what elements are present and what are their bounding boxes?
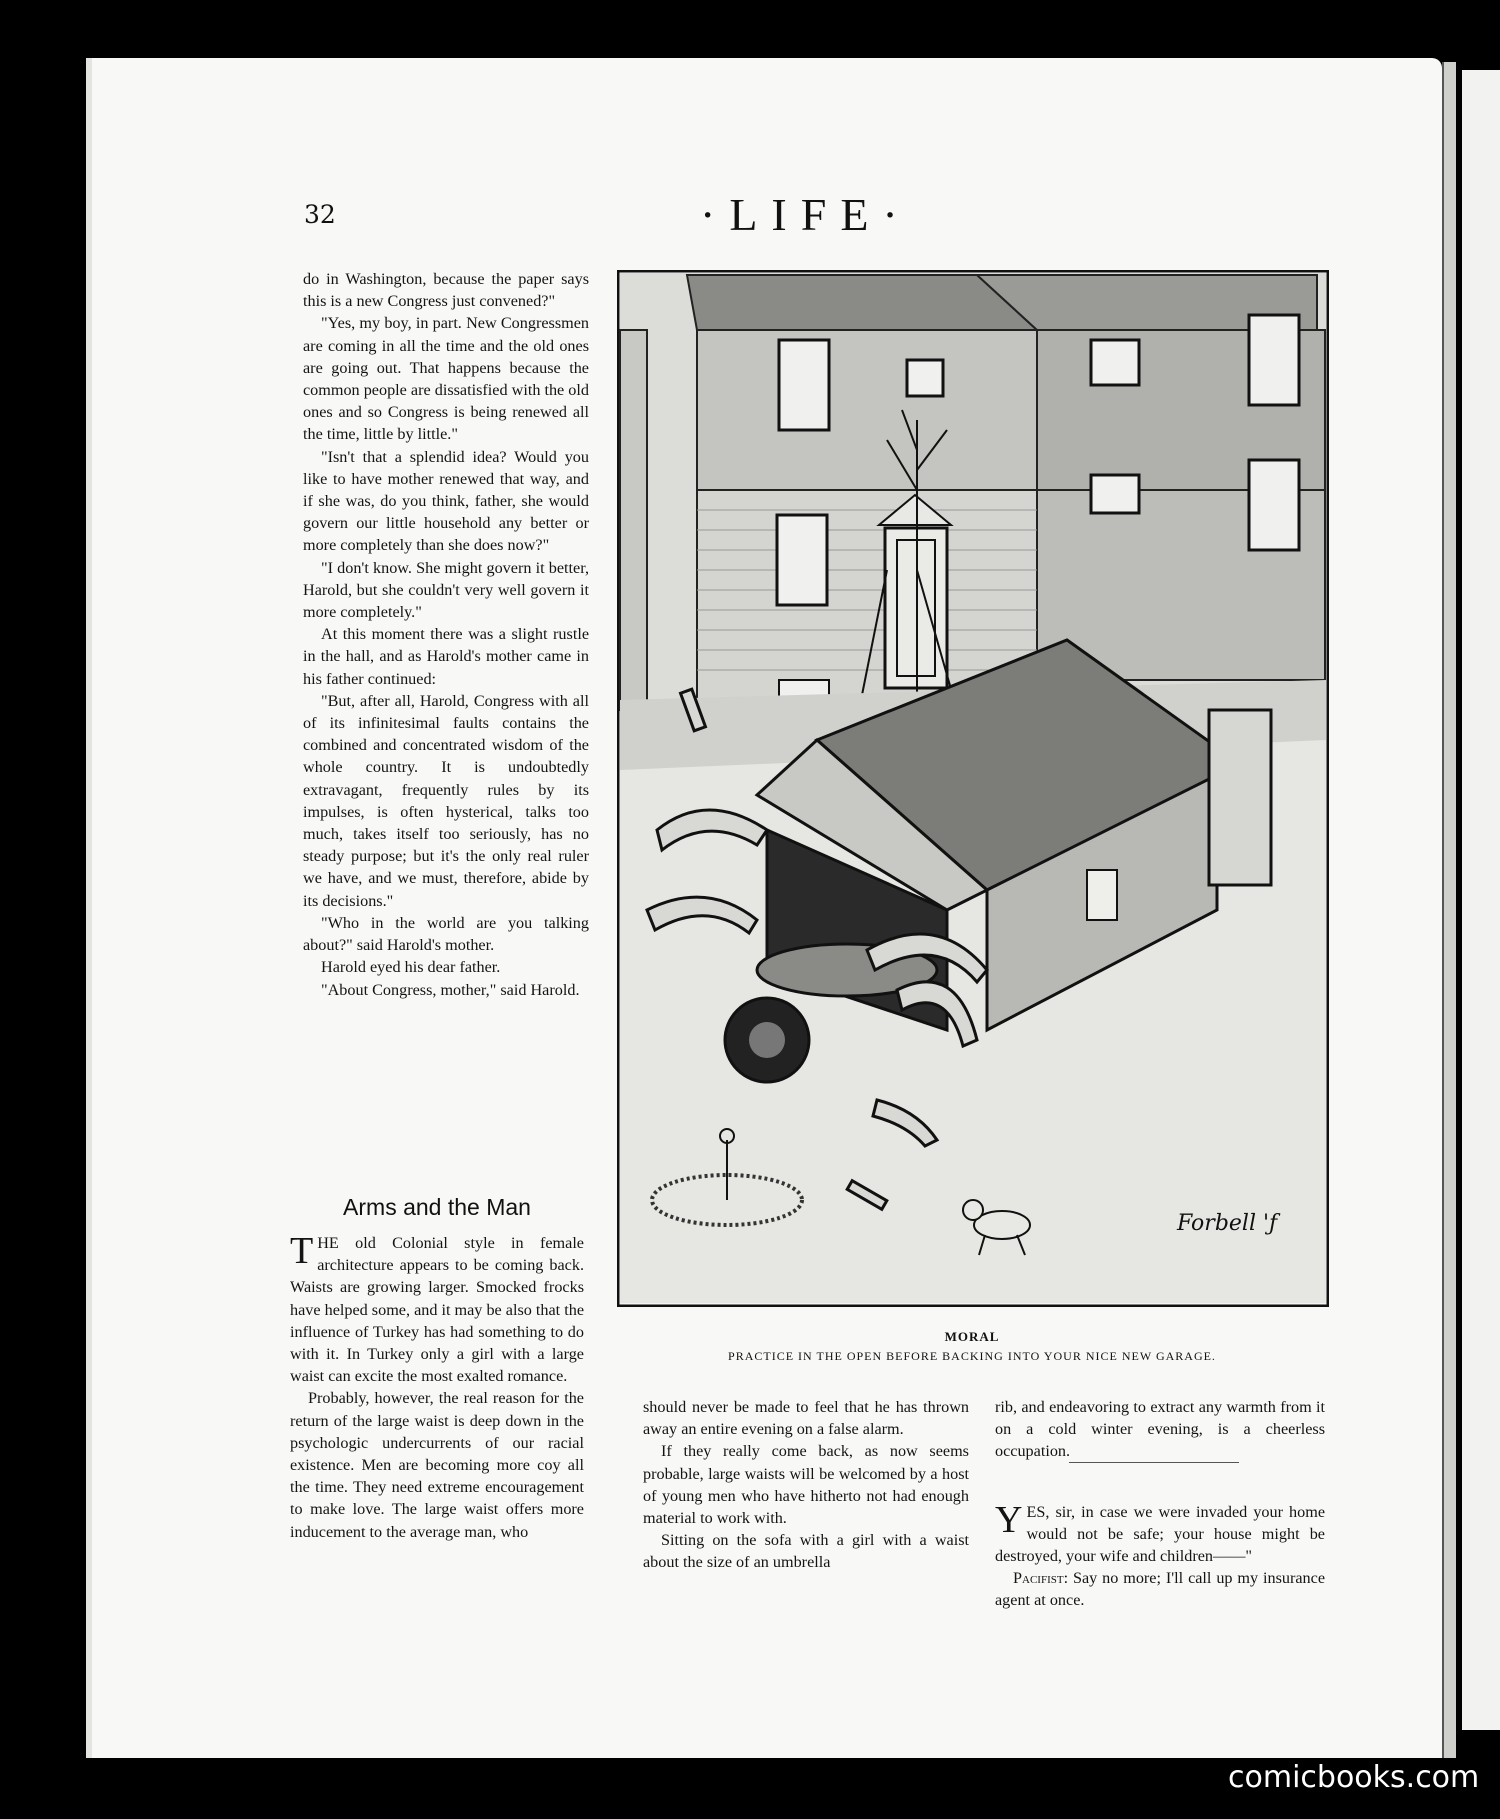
caption-title: MORAL [944, 1329, 1000, 1344]
paragraph: Sitting on the sofa with a girl with a waist about the size of an umbrella [643, 1531, 969, 1572]
article-column-two [643, 1396, 969, 1574]
artist-signature: Forbell 'ƒ [1177, 1211, 1278, 1236]
speaker-label: Pacifist: [1013, 1569, 1069, 1588]
column-one-continued-story [303, 268, 589, 1001]
next-page-sliver [1462, 70, 1500, 1730]
paragraph: "Yes, my boy, in part. New Congressmen are coming in all the time and the old ones are going out. That happens because the common people are dissatisfied with the old ones and so Congress is being renewed all the time, little by little." [303, 314, 589, 444]
article-column-one [290, 1232, 584, 1543]
paragraph: "Isn't that a splendid idea? Would you like to have mother renewed that way, and if she was, do you think, father, she would govern our little household any better or more completely than she does now?" [303, 447, 589, 555]
paragraph: At this moment there was a slight rustle in the hall, and as Harold's mother came in his father continued: [303, 625, 589, 688]
site-watermark: comicbooks.com [1228, 1760, 1480, 1795]
paragraph: "Who in the world are you talking about?" said Harold's mother. [303, 913, 589, 955]
joke-paragraph [995, 1498, 1325, 1568]
paragraph-text: HE old Colonial style in female architecture appears to be coming back. Waists are growing larger. Smocked frocks have helped some, and it may be also that the influence of Turkey has had something to do with it. In Turkey only a girl with a large waist can excite the most exalted romance. [290, 1234, 584, 1386]
masthead-title: ·LIFE· [700, 189, 912, 240]
paragraph: "I don't know. She might govern it better, Harold, but she couldn't very well govern it more completely." [303, 558, 589, 622]
paragraph: Probably, however, the real reason for the return of the large waist is deep down in the psychologic undercurrents of our racial existence. Men are becoming more coy all the time. They need extreme encouragement to make love. The large waist offers more inducement to the average man, who [290, 1389, 584, 1541]
page-left-edge [86, 58, 92, 1758]
page-number: 32 [304, 200, 336, 229]
paragraph: "But, after all, Harold, Congress with all of its infinitesimal faults contains the combined and concentrated wisdom of the whole country. It is undoubtedly extravagant, frequently rules by its impulses, is often hysterical, talks too much, takes itself too seriously, has no steady purpose; but it's the only real ruler we have, and we must, therefore, abide by its decisions." [303, 691, 589, 910]
page-binding-edge [1442, 62, 1456, 1758]
drop-cap: T [290, 1230, 314, 1272]
garage-cartoon-illustration [617, 270, 1329, 1307]
joke-reply [995, 1567, 1325, 1611]
article-column-three [995, 1396, 1325, 1612]
paragraph: do in Washington, because the paper says this is a new Congress just convened?" [303, 270, 589, 311]
joke-text: ES, sir, in case we were invaded your home would not be safe; your house might be destroyed, your wife and children——" [995, 1502, 1325, 1566]
caption-text: PRACTICE IN THE OPEN BEFORE BACKING INTO YOUR NICE NEW GARAGE. [728, 1349, 1216, 1363]
reply-text: Say no more; I'll call up my insurance agent at once. [995, 1569, 1326, 1610]
paragraph: should never be made to feel that he has thrown away an entire evening on a false alarm. [643, 1398, 969, 1439]
paragraph: Harold eyed his dear father. [321, 958, 501, 977]
drop-cap: Y [995, 1498, 1023, 1541]
paragraph: rib, and endeavoring to extract any warmth from it on a cold winter evening, is a cheerless occupation. [995, 1398, 1325, 1461]
section-divider [1069, 1462, 1239, 1463]
paragraph: If they really come back, as now seems probable, large waists will be welcomed by a host of young men who have hitherto not had enough material to work with. [643, 1442, 969, 1528]
article-heading: Arms and the Man [343, 1194, 531, 1220]
article-lead-paragraph [290, 1232, 584, 1387]
paragraph: "About Congress, mother," said Harold. [321, 980, 580, 999]
